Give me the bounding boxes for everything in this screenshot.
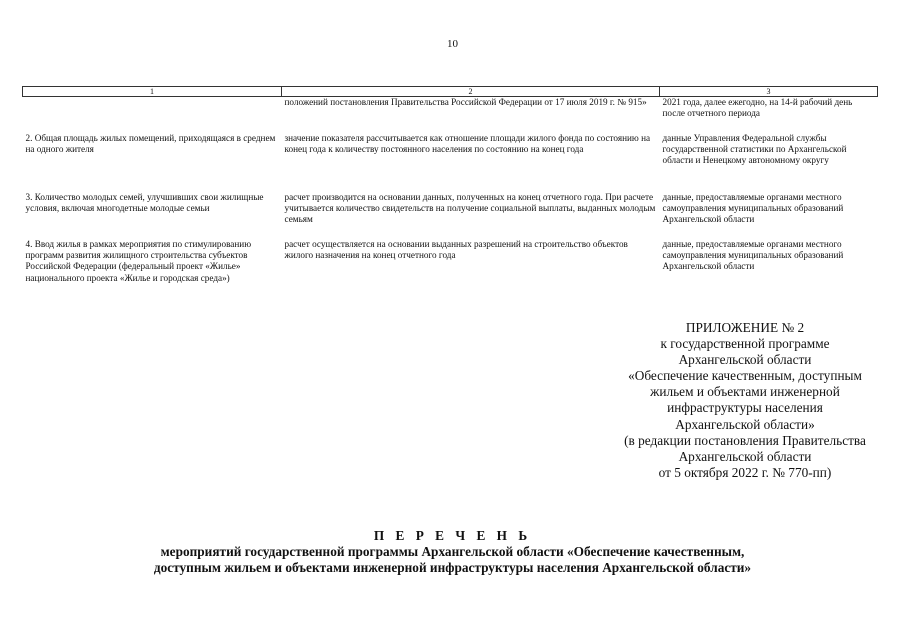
indicator-cell (23, 97, 282, 134)
page-number: 10 (447, 38, 458, 50)
method-cell: значение показателя рассчитывается как отношение площади жилого фонда по состоянию на конец года к количеству постоянного населения по состоянию на конец года (284, 133, 651, 155)
source-cell: данные, предоставляемые органами местного самоуправления муниципальных образований Архангельской области (662, 239, 844, 272)
appendix-line: жильем и объектами инженерной (650, 384, 840, 400)
appendix-line: ПРИЛОЖЕНИЕ № 2 (685, 320, 805, 335)
source-cell: данные, предоставляемые органами местного самоуправления муниципальных образований Архангельской области (662, 192, 844, 225)
indicator-cell: 3. Количество молодых семей, улучшивших свои жилищные условия, включая многодетные молодые семьи (25, 192, 264, 214)
list-title-heading: П Е Р Е Ч Е Н Ь (373, 528, 532, 543)
table-row (23, 239, 878, 309)
appendix-line: Архангельской области (678, 448, 812, 464)
source-cell: данные Управления Федеральной службы государственной статистики по Архангельской области и Ненецкому автономному округу (662, 133, 847, 166)
appendix-heading-block (600, 320, 890, 481)
source-cell: 2021 года, далее ежегодно, на 14-й рабочий день после отчетного периода (662, 97, 853, 119)
column-header-3: 3 (660, 87, 878, 97)
method-cell: расчет осуществляется на основании выданных разрешений на строительство объектов жилого назначения на конец отчетного года (284, 239, 628, 261)
indicator-cell: 4. Ввод жилья в рамках мероприятия по стимулированию программ развития жилищного строительства субъектов Российской Федерации (федеральный проект «Жилье» национального проекта «Жилье и городская среда») (25, 239, 252, 283)
table-row (23, 97, 878, 134)
list-title (0, 528, 905, 576)
appendix-line: Архангельской области (678, 352, 812, 368)
indicators-table (22, 86, 878, 309)
table-row (23, 133, 878, 192)
list-title-line-2: доступным жильем и объектами инженерной инфраструктуры населения Архангельской области» (153, 560, 752, 575)
table-row (23, 192, 878, 239)
column-header-1: 1 (23, 87, 282, 97)
column-header-2: 2 (282, 87, 660, 97)
list-title-line-1: мероприятий государственной программы Архангельской области «Обеспечение качественным, (160, 544, 745, 559)
method-cell: положений постановления Правительства Российской Федерации от 17 июля 2019 г. № 915» (284, 97, 647, 107)
indicator-cell: 2. Общая площадь жилых помещений, приходящаяся в среднем на одного жителя (25, 133, 276, 155)
table-header-row (23, 87, 878, 97)
method-cell: расчет производится на основании данных, полученных на конец отчетного года. При расчете учитывается количество свидетельств на получение социальной выплаты, выданных молодым семьям (284, 192, 656, 225)
appendix-line: (в редакции постановления Правительства (624, 432, 866, 448)
appendix-line: инфраструктуры населения (667, 400, 823, 416)
appendix-line: к государственной программе (660, 336, 830, 352)
appendix-line: Архангельской области» (675, 416, 815, 432)
appendix-line: «Обеспечение качественным, доступным (628, 368, 862, 384)
appendix-line: от 5 октября 2022 г. № 770-пп) (658, 464, 832, 480)
